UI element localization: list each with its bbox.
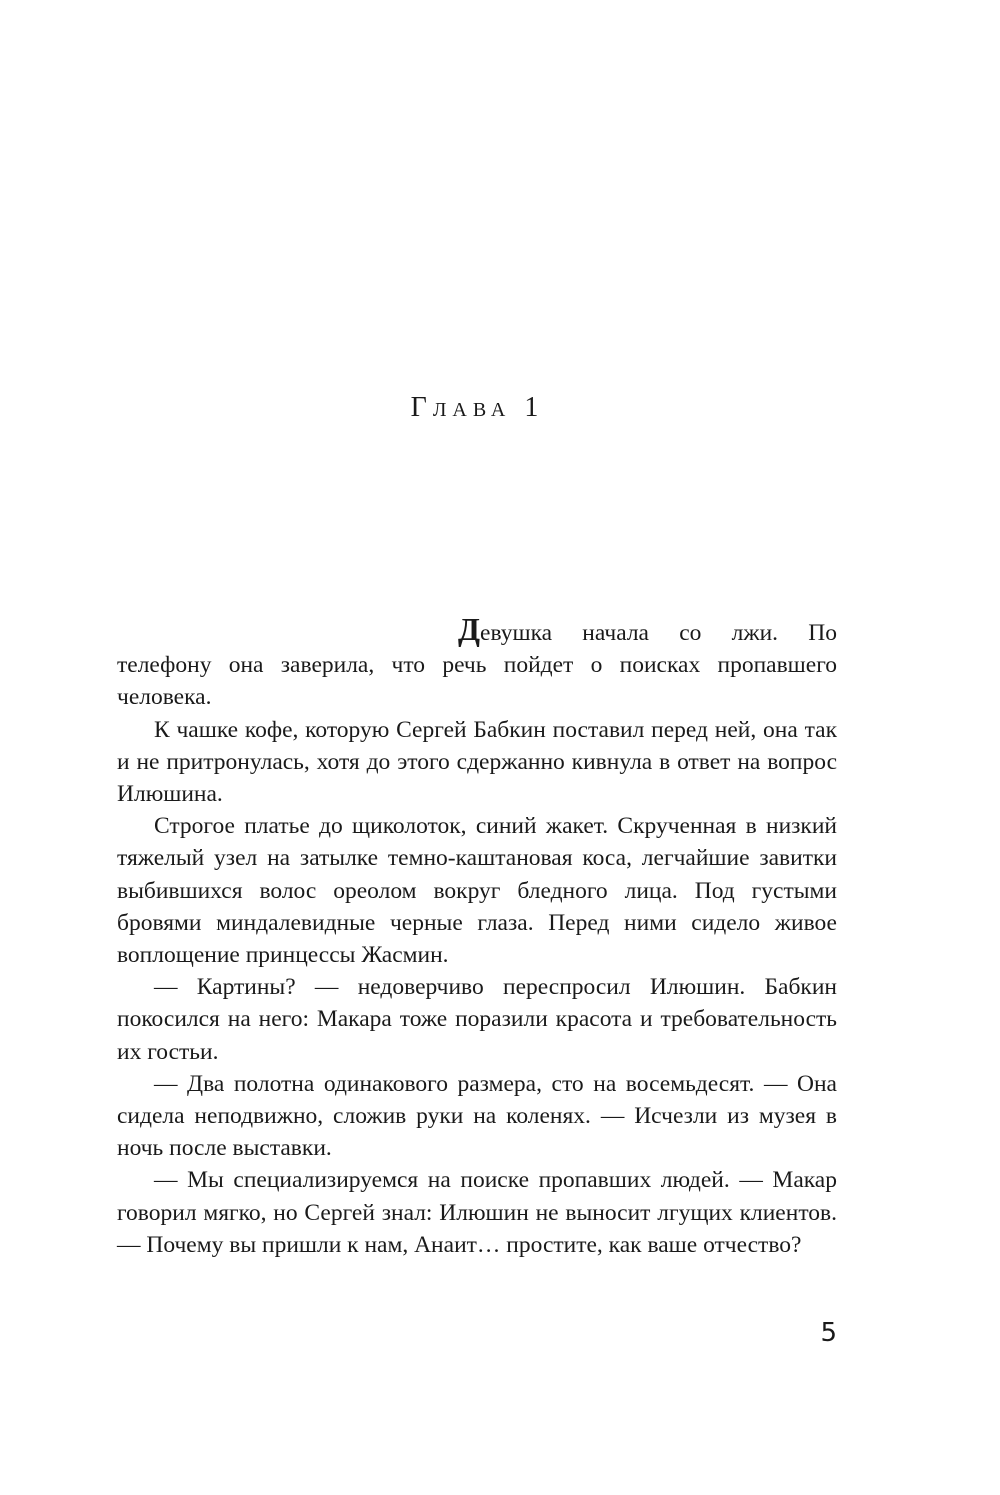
paragraph-3: Строгое платье до щиколоток, синий жакет. Скрученная в низкий тяжелый узел на затылке темно-каштановая коса, легчайшие завитки выбившихся волос ореолом вокруг бледного лица. Под густыми бровями миндалевидные черные глаза. Перед ними сидело живое воплощение принцессы Жасмин. xyxy=(117,813,837,969)
chapter-text xyxy=(117,611,837,1261)
paragraph-1-text: евушка начала со лжи. По телефону она заверила, что речь пойдет о поисках пропавшего человека. xyxy=(117,620,837,711)
paragraph-5: — Два полотна одинакового размера, сто на восемьдесят. — Она сидела неподвижно, сложив руки на коленях. — Исчезли из музея в ночь после выставки. xyxy=(117,1070,837,1162)
chapter-title: Глава 1 xyxy=(410,392,545,423)
drop-cap: Д xyxy=(458,611,481,647)
paragraph-1 xyxy=(117,611,837,714)
page-number: 5 xyxy=(820,1318,837,1348)
paragraph-4: — Картины? — недоверчиво переспросил Илюшин. Бабкин покосился на него: Макара тоже поразили красота и требовательность их гостьи. xyxy=(117,974,837,1065)
paragraph-6: — Мы специализируемся на поиске пропавших людей. — Макар говорил мягко, но Сергей знал: Илюшин не выносит лгущих клиентов. — Почему вы пришли к нам, Анаит… простите, как ваше отчество? xyxy=(117,1167,837,1258)
paragraph-2: К чашке кофе, которую Сергей Бабкин поставил перед ней, она так и не притронулась, хотя до этого сдержанно кивнула в ответ на вопрос Илюшина. xyxy=(117,716,837,808)
